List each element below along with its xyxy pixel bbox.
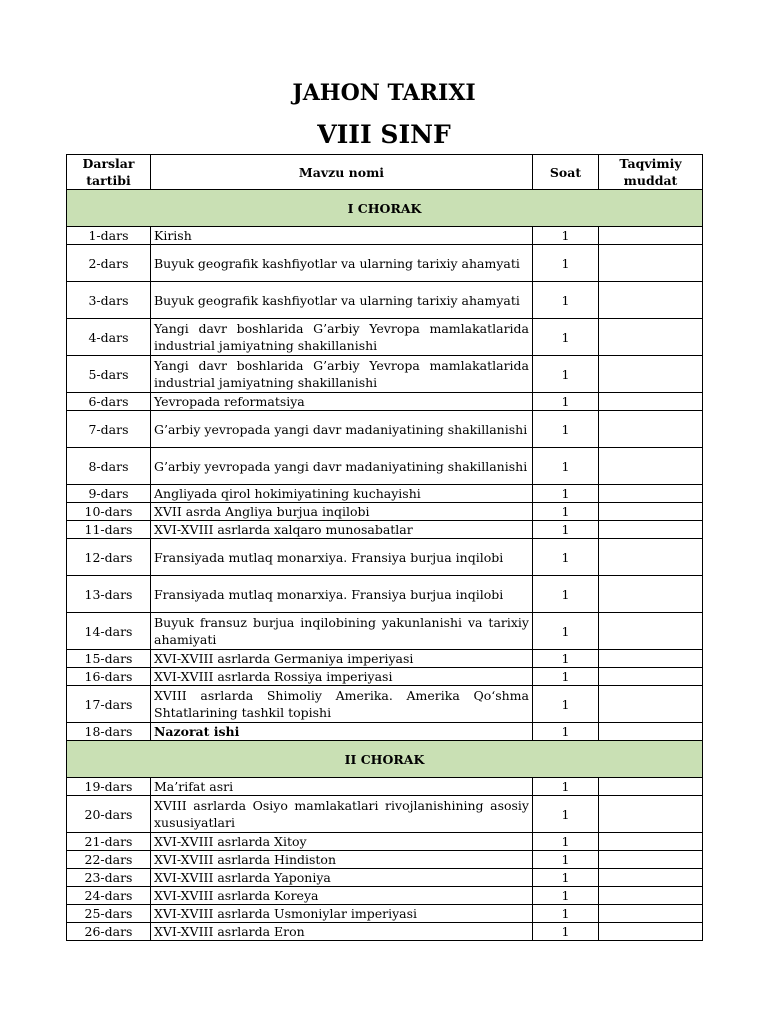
table-row [67,393,703,411]
table-row [67,833,703,851]
date-cell [599,686,703,723]
hours-cell: 1 [533,778,599,796]
date-cell [599,393,703,411]
date-cell [599,245,703,282]
hours-cell: 1 [533,613,599,650]
date-cell [599,869,703,887]
section-row [67,190,703,227]
lesson-number-cell: 7-dars [67,411,151,448]
lesson-number-cell: 14-dars [67,613,151,650]
table-row [67,245,703,282]
table-row [67,503,703,521]
hours-cell: 1 [533,393,599,411]
date-cell [599,319,703,356]
lesson-number-cell: 20-dars [67,796,151,833]
hours-cell: 1 [533,723,599,741]
hours-cell: 1 [533,851,599,869]
date-cell [599,503,703,521]
topic-cell: XVI-XVIII asrlarda Koreya [151,887,533,905]
table-row [67,356,703,393]
lesson-number-cell: 21-dars [67,833,151,851]
date-cell [599,539,703,576]
date-cell [599,778,703,796]
column-header-topic: Mavzu nomi [151,155,533,190]
date-cell [599,411,703,448]
topic-cell: XVI-XVIII asrlarda Yaponiya [151,869,533,887]
curriculum-table [66,154,703,941]
hours-cell: 1 [533,521,599,539]
lesson-number-cell: 10-dars [67,503,151,521]
lesson-number-cell: 1-dars [67,227,151,245]
lesson-number-cell: 4-dars [67,319,151,356]
grade-title: VIII SINF [317,120,451,149]
date-cell [599,833,703,851]
column-header-hours: Soat [533,155,599,190]
lesson-number-cell: 17-dars [67,686,151,723]
topic-cell: Yangi davr boshlarida G’arbiy Yevropa mamlakatlarida industrial jamiyatning shakillanishi [151,356,533,393]
date-cell [599,613,703,650]
table-row [67,905,703,923]
table-row [67,887,703,905]
lesson-number-cell: 25-dars [67,905,151,923]
topic-cell: XVI-XVIII asrlarda Germaniya imperiyasi [151,650,533,668]
lesson-number-cell: 15-dars [67,650,151,668]
topic-cell: XVII asrda Angliya burjua inqilobi [151,503,533,521]
lesson-number-cell: 12-dars [67,539,151,576]
lesson-number-cell: 11-dars [67,521,151,539]
topic-cell: XVIII asrlarda Shimoliy Amerika. Amerika Qo‘shma Shtatlarining tashkil topishi [151,686,533,723]
date-cell [599,282,703,319]
date-cell [599,576,703,613]
hours-cell: 1 [533,411,599,448]
hours-cell: 1 [533,448,599,485]
date-cell [599,796,703,833]
table-body [67,190,703,941]
hours-cell: 1 [533,503,599,521]
hours-cell: 1 [533,356,599,393]
hours-cell: 1 [533,905,599,923]
date-cell [599,227,703,245]
topic-cell: Ma’rifat asri [151,778,533,796]
table-row [67,282,703,319]
section-title: I CHORAK [67,190,703,227]
topic-cell: Kirish [151,227,533,245]
table-row [67,448,703,485]
topic-cell: Yevropada reformatsiya [151,393,533,411]
table-row [67,650,703,668]
date-cell [599,923,703,941]
hours-cell: 1 [533,539,599,576]
date-cell [599,905,703,923]
lesson-number-cell: 8-dars [67,448,151,485]
topic-cell: XVI-XVIII asrlarda xalqaro munosabatlar [151,521,533,539]
topic-cell: Fransiyada mutlaq monarxiya. Fransiya burjua inqilobi [151,539,533,576]
lesson-number-cell: 13-dars [67,576,151,613]
hours-cell: 1 [533,245,599,282]
table-row [67,319,703,356]
lesson-number-cell: 2-dars [67,245,151,282]
date-cell [599,851,703,869]
table-row [67,923,703,941]
document-title: JAHON TARIXI [292,80,476,106]
topic-cell: Buyuk fransuz burjua inqilobining yakunlanishi va tarixiy ahamiyati [151,613,533,650]
date-cell [599,650,703,668]
topic-cell: XVI-XVIII asrlarda Hindiston [151,851,533,869]
column-header-lesson: Darslar tartibi [67,155,151,190]
date-cell [599,485,703,503]
topic-cell: G’arbiy yevropada yangi davr madaniyatining shakillanishi [151,411,533,448]
table-row [67,539,703,576]
lesson-number-cell: 22-dars [67,851,151,869]
table-row [67,778,703,796]
date-cell [599,448,703,485]
lesson-number-cell: 26-dars [67,923,151,941]
table-row [67,723,703,741]
table-row [67,227,703,245]
date-cell [599,521,703,539]
section-row [67,741,703,778]
table-row [67,796,703,833]
table-row [67,411,703,448]
table-row [67,869,703,887]
column-header-date: Taqvimiy muddat [599,155,703,190]
table-row [67,521,703,539]
table-row [67,686,703,723]
hours-cell: 1 [533,686,599,723]
topic-cell: XVI-XVIII asrlarda Rossiya imperiyasi [151,668,533,686]
topic-cell: G’arbiy yevropada yangi davr madaniyatining shakillanishi [151,448,533,485]
topic-cell: Angliyada qirol hokimiyatining kuchayishi [151,485,533,503]
lesson-number-cell: 16-dars [67,668,151,686]
topic-cell: XVIII asrlarda Osiyo mamlakatlari rivojlanishining asosiy xususiyatlari [151,796,533,833]
lesson-number-cell: 9-dars [67,485,151,503]
lesson-number-cell: 5-dars [67,356,151,393]
date-cell [599,723,703,741]
hours-cell: 1 [533,576,599,613]
hours-cell: 1 [533,923,599,941]
hours-cell: 1 [533,869,599,887]
hours-cell: 1 [533,796,599,833]
table-row [67,576,703,613]
table-row [67,485,703,503]
lesson-number-cell: 18-dars [67,723,151,741]
table-row [67,613,703,650]
hours-cell: 1 [533,282,599,319]
lesson-number-cell: 6-dars [67,393,151,411]
date-cell [599,887,703,905]
table-row [67,668,703,686]
hours-cell: 1 [533,485,599,503]
lesson-number-cell: 23-dars [67,869,151,887]
table-row [67,851,703,869]
section-title: II CHORAK [67,741,703,778]
hours-cell: 1 [533,887,599,905]
topic-cell: Buyuk geografik kashfiyotlar va ularning tarixiy ahamyati [151,282,533,319]
hours-cell: 1 [533,227,599,245]
topic-cell: XVI-XVIII asrlarda Xitoy [151,833,533,851]
topic-cell: XVI-XVIII asrlarda Usmoniylar imperiyasi [151,905,533,923]
topic-cell: Yangi davr boshlarida G’arbiy Yevropa mamlakatlarida industrial jamiyatning shakillanishi [151,319,533,356]
hours-cell: 1 [533,833,599,851]
hours-cell: 1 [533,319,599,356]
lesson-number-cell: 24-dars [67,887,151,905]
topic-cell: Nazorat ishi [151,723,533,741]
lesson-number-cell: 19-dars [67,778,151,796]
hours-cell: 1 [533,668,599,686]
topic-cell: Buyuk geografik kashfiyotlar va ularning tarixiy ahamyati [151,245,533,282]
topic-cell: Fransiyada mutlaq monarxiya. Fransiya burjua inqilobi [151,576,533,613]
date-cell [599,668,703,686]
topic-cell: XVI-XVIII asrlarda Eron [151,923,533,941]
hours-cell: 1 [533,650,599,668]
date-cell [599,356,703,393]
table-header-row [67,155,703,190]
lesson-number-cell: 3-dars [67,282,151,319]
